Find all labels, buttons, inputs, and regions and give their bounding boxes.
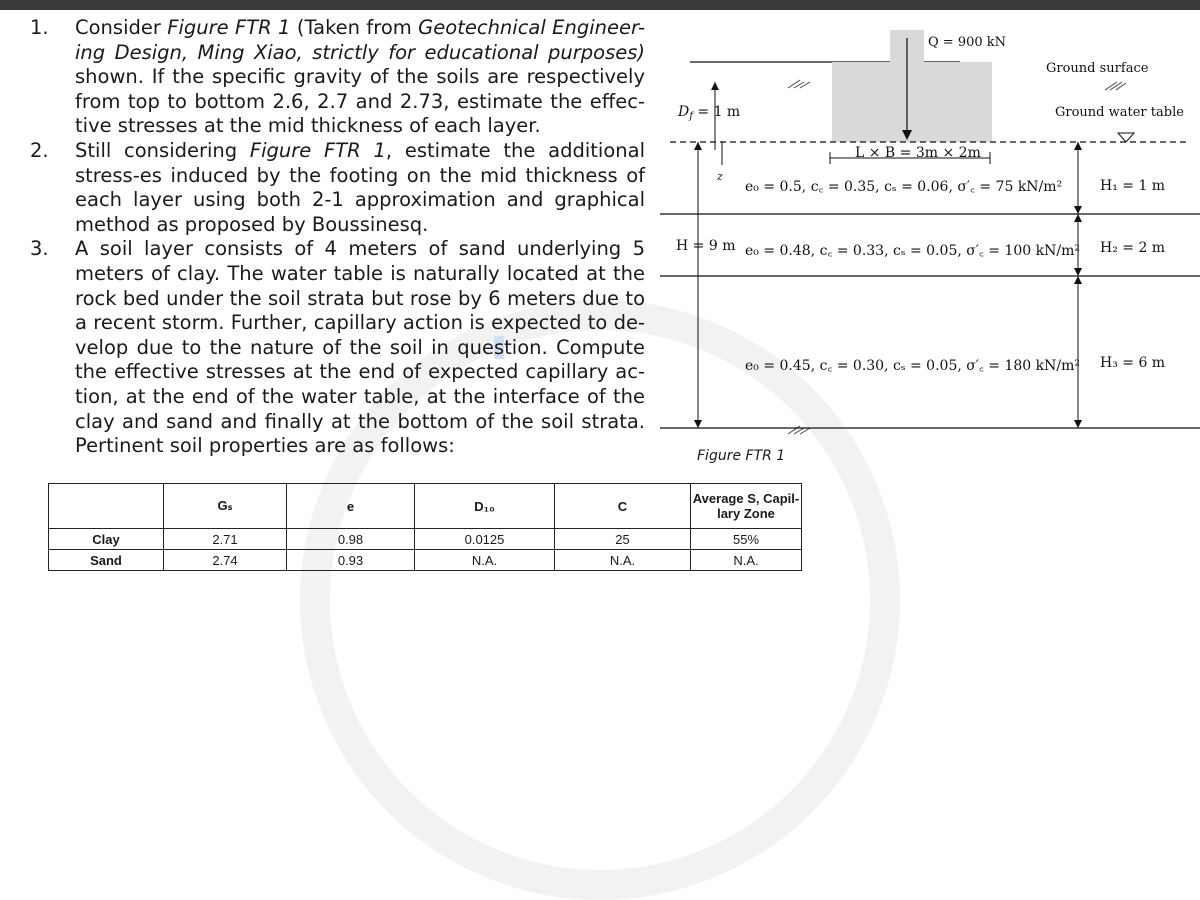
top-bar [0,0,1200,10]
water-table-symbol [1118,133,1134,142]
problem-text-segment: Geotechnical Engineer-ing Design, Ming Xiao, strictly for educational purposes) [75,16,645,64]
footing-diagram [660,20,1200,470]
table-header-cell: D₁₀ [415,484,555,529]
problem-text [75,237,645,458]
table-cell: Sand [49,550,164,571]
footing-dimension-label: L × B = 3m × 2m [855,145,981,161]
table-cell: 25 [555,529,691,550]
problem-text [75,139,645,237]
layer-3-properties: e₀ = 0.45, c꜀ = 0.30, cₛ = 0.05, σ′꜀ = 180 kN/m² [745,358,1080,374]
soil-properties-table [48,483,802,571]
table-header-cell: C [555,484,691,529]
table-cell: N.A. [555,550,691,571]
figure-caption: Figure FTR 1 [697,448,786,464]
table-header-cell [49,484,164,529]
problem-text-segment: A soil layer consists of 4 meters of sand underlying 5 meters of clay. The water table is naturally located at the rock bed under the soil strata but rose by 6 meters due to a recent storm. Further, capillary action is expected to de-velop due to the nature of the soil in que [75,237,645,359]
table-row [49,529,802,550]
depth-z-label: z [717,170,723,183]
table-cell: N.A. [415,550,555,571]
problem-number: 2. [30,138,49,162]
problem-item [30,139,645,237]
layer-1-thickness: H₁ = 1 m [1100,178,1166,194]
table-header-row [49,484,802,529]
highlighted-text: s [493,335,505,359]
table-cell: Clay [49,529,164,550]
problem-item [30,237,645,458]
table-header-cell: Gₛ [164,484,287,529]
problem-text-segment: Figure FTR 1 [167,16,291,39]
table-cell: 2.74 [164,550,287,571]
ground-surface-label: Ground surface [1046,61,1149,76]
problem-number: 1. [30,16,49,39]
problem-number: 3. [30,237,49,261]
df-label: $D_f = 1$ m [678,104,741,122]
table-cell: N.A. [691,550,802,571]
problem-item [30,16,645,139]
water-table-label: Ground water table [1055,105,1184,120]
problem-text-segment: tion. Compute the effective stresses at the end of expected capillary ac-tion, at the end of the water table, at the interface of the clay and sand and finally at the bottom of the soil strata. Pertinent soil properties are as follows: [75,335,645,458]
problem-text-segment: Figure FTR 1 [249,138,386,162]
table-cell: 55% [691,529,802,550]
problem-text-segment: , estimate the additional stress-es induced by the footing on the mid thickness of each layer using both 2-1 approximation and graphical method as proposed by Boussinesq. [75,138,645,236]
load-label: Q = 900 kN [928,35,1007,50]
problem-text-segment: (Taken from [290,16,419,39]
total-thickness-label: H = 9 m [676,238,736,254]
problem-text [75,16,645,139]
problem-list [30,16,645,459]
layer-2-properties: e₀ = 0.48, c꜀ = 0.33, cₛ = 0.05, σ′꜀ = 100 kN/m² [745,243,1080,259]
table-cell: 2.71 [164,529,287,550]
table-cell: 0.0125 [415,529,555,550]
table-header-cell: e [287,484,415,529]
table-cell: 0.98 [287,529,415,550]
layer-2-thickness: H₂ = 2 m [1100,240,1166,256]
table-row [49,550,802,571]
problem-text-segment: Still considering [75,138,250,162]
problem-text-segment: Consider [75,16,168,39]
layer-1-properties: e₀ = 0.5, c꜀ = 0.35, cₛ = 0.06, σ′꜀ = 75 kN/m² [745,179,1063,195]
problem-text-segment: shown. If the specific gravity of the soils are respectively from top to bottom 2.6, 2.7 and 2.73, estimate the effec-tive stresses at the mid thickness of each layer. [75,65,645,138]
layer-3-thickness: H₃ = 6 m [1100,355,1166,371]
table-header-cell: Average S, Capil-lary Zone [691,484,802,529]
table-cell: 0.93 [287,550,415,571]
